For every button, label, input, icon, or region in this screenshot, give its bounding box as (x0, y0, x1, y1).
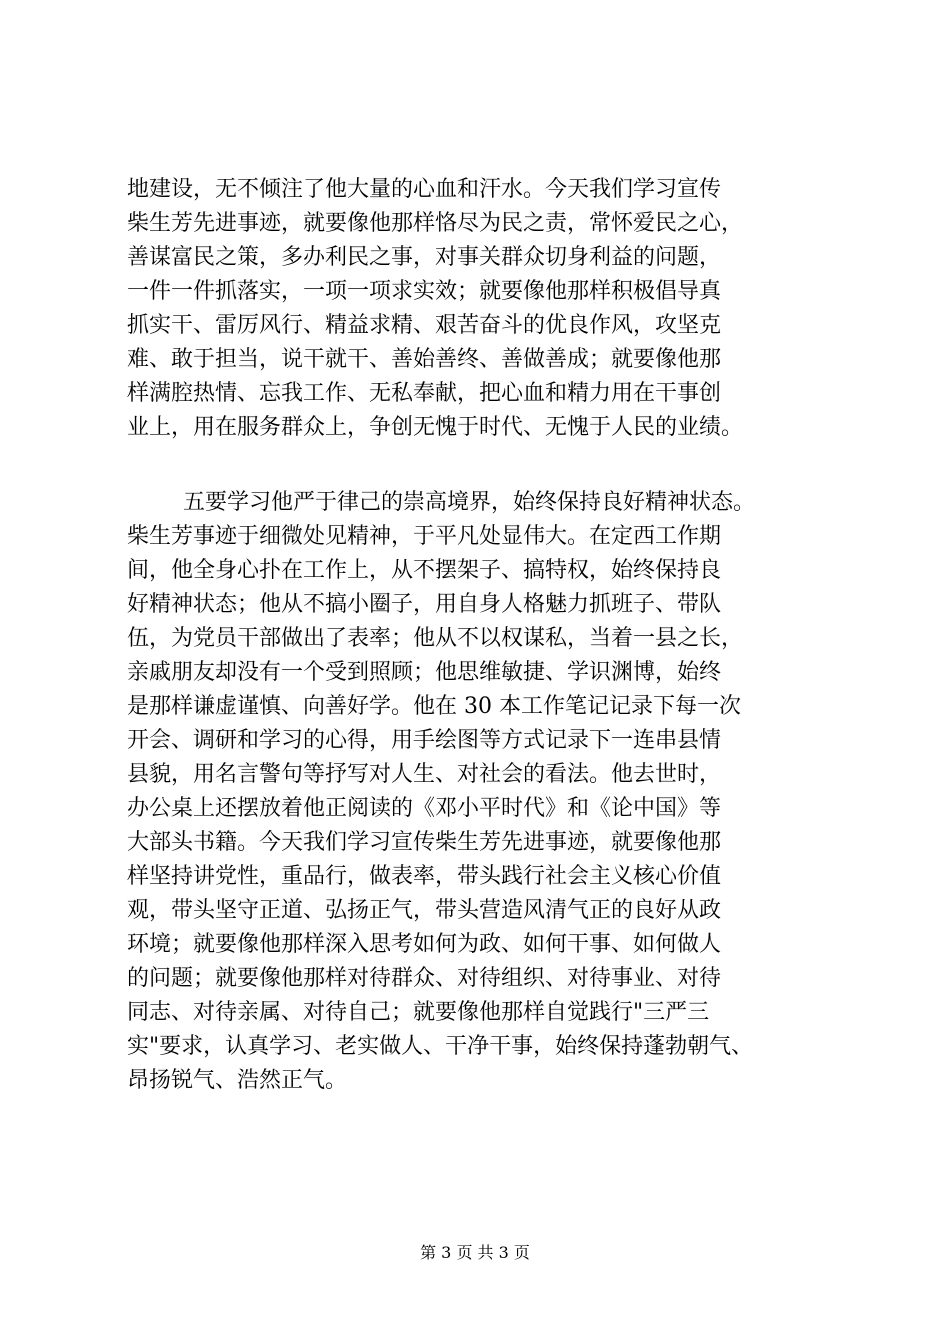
text-line: 的问题；就要像他那样对待群众、对待组织、对待事业、对待 (127, 966, 722, 991)
text-line: 间，他全身心扑在工作上，从不摆架子、搞特权，始终保持良 (127, 558, 722, 583)
text-line: 五要学习他严于律己的崇高境界，始终保持良好精神状态。 (183, 490, 756, 515)
paragraph-spacer (127, 445, 827, 486)
text-line: 样坚持讲党性，重品行，做表率，带头践行社会主义核心价值 (127, 864, 722, 889)
text-line: 一件一件抓落实，一项一项求实效；就要像他那样积极倡导真 (127, 279, 722, 304)
page-number-footer: 第 3 页 共 3 页 (420, 1243, 530, 1262)
text-line: 县貌，用名言警句等抒写对人生、对社会的看法。他去世时， (127, 762, 722, 787)
paragraph-1 (127, 173, 827, 445)
text-line: 办公桌上还摆放着他正阅读的《邓小平时代》和《论中国》等 (127, 796, 722, 821)
text-line: 抓实干、雷厉风行、精益求精、艰苦奋斗的优良作风，攻坚克 (127, 313, 722, 338)
text-line: 同志、对待亲属、对待自己；就要像他那样自觉践行"三严三 (127, 1000, 710, 1025)
text-line: 柴生芳先进事迹，就要像他那样恪尽为民之责，常怀爱民之心， (127, 211, 744, 236)
text-line: 样满腔热情、忘我工作、无私奉献，把心血和精力用在干事创 (127, 381, 722, 406)
text-line: 难、敢于担当，说干就干、善始善终、善做善成；就要像他那 (127, 347, 722, 372)
text-line: 伍，为党员干部做出了表率；他从不以权谋私，当着一县之长， (127, 626, 744, 651)
text-line: 环境；就要像他那样深入思考如何为政、如何干事、如何做人 (127, 932, 722, 957)
text-line: 业上，用在服务群众上，争创无愧于时代、无愧于人民的业绩。 (127, 415, 744, 440)
paragraph-2 (127, 486, 827, 1098)
text-line: 亲戚朋友却没有一个受到照顾；他思维敏捷、学识渊博，始终 (127, 660, 722, 685)
text-line: 观，带头坚守正道、弘扬正气，带头营造风清气正的良好从政 (127, 898, 722, 923)
text-line: 昂扬锐气、浩然正气。 (127, 1068, 348, 1093)
text-line: 大部头书籍。今天我们学习宣传柴生芳先进事迹，就要像他那 (127, 830, 722, 855)
text-line: 善谋富民之策，多办利民之事，对事关群众切身利益的问题， (127, 245, 722, 270)
document-body (127, 173, 827, 1098)
text-line: 好精神状态；他从不搞小圈子，用自身人格魅力抓班子、带队 (127, 592, 722, 617)
text-line: 开会、调研和学习的心得，用手绘图等方式记录下一连串县情 (127, 728, 722, 753)
text-line: 地建设，无不倾注了他大量的心血和汗水。今天我们学习宣传 (127, 177, 722, 202)
text-line: 是那样谦虚谨慎、向善好学。他在 30 本工作笔记记录下每一次 (127, 694, 741, 719)
text-line: 实"要求，认真学习、老实做人、干净干事，始终保持蓬勃朝气、 (127, 1034, 754, 1059)
text-line: 柴生芳事迹于细微处见精神，于平凡处显伟大。在定西工作期 (127, 524, 722, 549)
